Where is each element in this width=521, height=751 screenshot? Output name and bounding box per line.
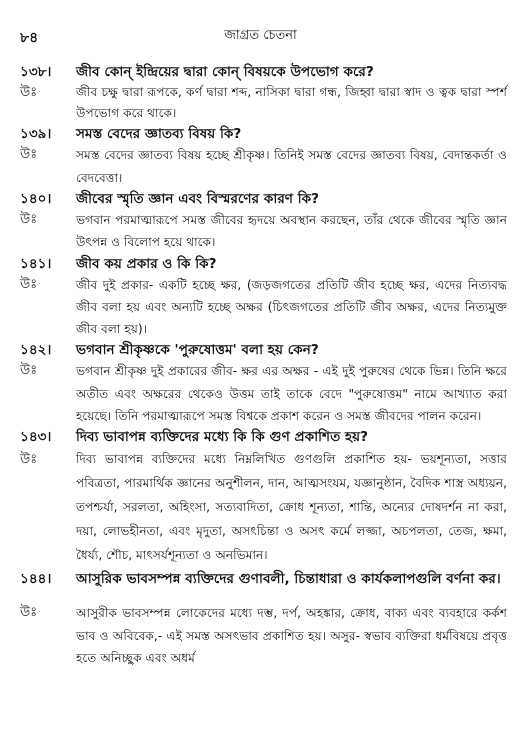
answer-text: দিব্য ভাবাপন্ন ব্যক্তিদের মধ্যে নিম্নলিখিত গুণগুলি প্রকাশিত হয়- ভয়শূন্যতা, সত্তার পবিত্রতা, পারমার্থিক জ্ঞানের অনুশীলন, দান, আত্মসংযম, যজ্ঞানুষ্ঠান, বৈদিক শাস্ত্র অধ্যয়ন, তপশ্চর্যা, সরলতা, অহিংসা, সত্যবাদিতা, ক্রোধ শূন্যতা, শান্তি, অন্যের দোষদর্শন না করা, দয়া, লোভহীনতা, এবং মৃদুতা, অসৎচিন্তা ও অসৎ কর্মে লজ্জা, অচপলতা, তেজ, ক্ষমা, ধৈর্য্য, শৌচ, মাৎসর্যশূন্যতা ও অনভিমান। <box>76 452 507 562</box>
question-row <box>20 254 507 274</box>
question-text: জীবের স্মৃতি জ্ঞান এবং বিস্মরণের কারণ কি? <box>76 191 320 207</box>
running-title: জাগ্রত চেতনা <box>224 28 297 43</box>
answer-label: উঃ <box>20 85 38 100</box>
question-row <box>20 62 507 82</box>
question-number: ১৪৪। <box>20 571 52 588</box>
question-row <box>20 124 507 144</box>
page-number: ৮৪ <box>20 30 39 46</box>
page-body <box>20 62 507 670</box>
answer-label: উঃ <box>20 452 38 468</box>
answer-row <box>20 209 507 254</box>
qa-item <box>20 254 507 341</box>
question-number: ১৩৮। <box>20 64 52 80</box>
answer-row <box>20 360 507 427</box>
question-number: ১৪১। <box>20 255 52 272</box>
answer-row <box>20 144 507 189</box>
answer-row <box>20 448 507 567</box>
answer-label: উঃ <box>20 363 38 379</box>
answer-text: জীব দুই প্রকার- একটি হচ্ছে ক্ষর, (জড়জগতের প্রতিটি জীব হচ্ছে ক্ষর, এদের নিত্যবদ্ধ জীব বলা হয় এবং অন্যটি হচ্ছে অক্ষর (চিৎজগতের প্রতিটি জীব অক্ষর, এদের নিত্যমুক্ত জীব বলা হয়)। <box>76 277 507 337</box>
answer-text: আসুরীক ভাবসম্পন্ন লোকেদের মধ্যে দম্ভ, দর্প, অহঙ্কার, ক্রোধ, বাক্য এবং ব্যবহারে কর্কশ ভাব ও অবিবেক,- এই সমস্ত অসৎভাব প্রকাশিত হয়। অসুর- স্বভাব ব্যক্তিরা ধর্মবিষয়ে প্রবৃত্ত হতে অনিচ্ছুক এবং অধর্ম <box>76 606 507 666</box>
question-text: জীব কয় প্রকার ও কি কি? <box>76 255 217 272</box>
answer-row <box>20 602 507 669</box>
question-number: ১৪২। <box>20 342 52 359</box>
answer-label: উঃ <box>20 276 38 292</box>
question-text: ভগবান শ্রীকৃষ্ণকে 'পুরুষোত্তম' বলা হয় কেন? <box>76 342 319 359</box>
qa-item <box>20 340 507 427</box>
question-text: জীব কোন্‌ ইন্দ্রিয়ের দ্বারা কোন্‌ বিষয়কে উপভোগ করে? <box>76 64 374 80</box>
question-row <box>20 427 507 448</box>
question-number: ১৩৯। <box>20 126 52 143</box>
answer-text: ভগবান পরমাত্মারূপে সমস্ত জীবের হৃদয়ে অবস্থান করছেন, তাঁর থেকে জীবের স্মৃতি জ্ঞান উৎপন্ন ও বিলোপ হয়ে থাকে। <box>76 213 507 250</box>
qa-item <box>20 62 507 124</box>
question-text: দিব্য ভাবাপন্ন ব্যক্তিদের মধ্যে কি কি গুণ প্রকাশিত হয়? <box>76 429 369 446</box>
question-number: ১৪০। <box>20 191 52 207</box>
question-row <box>20 189 507 209</box>
answer-label: উঃ <box>20 605 38 621</box>
question-row <box>20 340 507 360</box>
qa-item <box>20 567 507 669</box>
question-text: আসুরিক ভাবসম্পন্ন ব্যক্তিদের গুণাবলী, চিন্তাধারা ও কার্যকলাপগুলি বর্ণনা কর। <box>76 571 501 588</box>
qa-item <box>20 427 507 567</box>
page-header <box>0 0 521 50</box>
qa-item <box>20 124 507 189</box>
qa-item <box>20 189 507 254</box>
question-text: সমস্ত বেদের জ্ঞাতব্য বিষয় কি? <box>76 126 242 143</box>
answer-row <box>20 274 507 341</box>
question-row <box>20 567 507 592</box>
answer-row <box>20 82 507 124</box>
answer-label: উঃ <box>20 212 38 227</box>
answer-label: উঃ <box>20 147 38 163</box>
question-number: ১৪৩। <box>20 429 52 446</box>
answer-text: সমস্ত বেদের জ্ঞাতব্য বিষয় হচ্ছে শ্রীকৃষ্ণ। তিনিই সমস্ত বেদের জ্ঞাতব্য বিষয়, বেদান্তকর্তা ও বেদবেত্তা। <box>76 148 507 185</box>
answer-text: ভগবান শ্রীকৃষ্ণ দুই প্রকারের জীব- ক্ষর এর অক্ষর - এই দুই পুরুষের থেকে ভিন্ন। তিনি ক্ষরে অতীত এবং অক্ষরের থেকেও উত্তম তাই তাকে বেদে "পুরুষোত্তম" নামে আখ্যাত করা হয়েছে। তিনি পরমাত্মারূপে সমস্ত বিশ্বকে প্রকাশ করেন ও সমস্ত জীবদের পালন করেন। <box>76 364 507 424</box>
answer-text: জীব চক্ষু দ্বারা রূপকে, কর্ণ দ্বারা শব্দ, নাসিকা দ্বারা গন্ধ, জিহ্বা দ্বারা স্বাদ ও ত্বক দ্বারা স্পর্শ উপভোগ করে থাকে। <box>76 85 507 121</box>
